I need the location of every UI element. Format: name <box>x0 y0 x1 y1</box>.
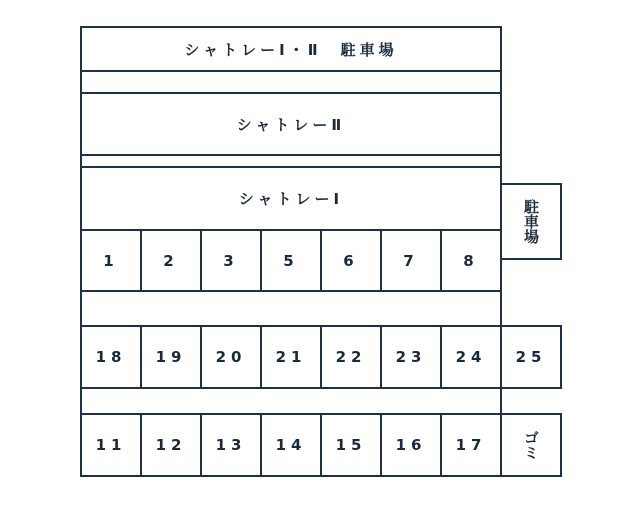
parking-row-bottom <box>80 413 500 477</box>
parking-space <box>320 325 382 389</box>
parking-space <box>260 413 322 477</box>
parking-space <box>140 229 202 292</box>
parking-space <box>200 229 262 292</box>
space-number: 14 <box>275 436 307 454</box>
parking-space <box>140 325 202 389</box>
space-number: 22 <box>335 348 367 366</box>
parking-space <box>440 413 502 477</box>
parking-row-middle <box>80 325 500 389</box>
parking-space <box>380 325 442 389</box>
building-chatelet-1 <box>80 166 502 231</box>
space-number: 25 <box>515 348 547 366</box>
space-number: 24 <box>455 348 487 366</box>
parking-space <box>260 325 322 389</box>
space-number: 1 <box>103 251 119 270</box>
space-number: 5 <box>283 251 299 270</box>
space-number: 23 <box>395 348 427 366</box>
space-number: 20 <box>215 348 247 366</box>
space-number: 13 <box>215 436 247 454</box>
building-chatelet-2-label: シャトレーⅡ <box>236 115 346 134</box>
building-chatelet-2 <box>80 92 502 156</box>
space-number: 17 <box>455 436 487 454</box>
side-parking-label: 駐車場 <box>522 199 540 244</box>
space-number: 6 <box>343 251 359 270</box>
space-number: 16 <box>395 436 427 454</box>
side-parking <box>500 183 562 260</box>
space-number: 15 <box>335 436 367 454</box>
space-number: 7 <box>403 251 419 270</box>
building-chatelet-1-label: シャトレーⅠ <box>238 190 344 208</box>
shared-parking-text: シャトレーⅠ・Ⅱ 駐車場 <box>184 40 398 59</box>
parking-space <box>80 325 142 389</box>
parking-space <box>380 413 442 477</box>
parking-space <box>440 229 502 292</box>
parking-space <box>80 413 142 477</box>
separator-strip-1 <box>80 70 502 94</box>
parking-space <box>200 325 262 389</box>
parking-space <box>80 229 142 292</box>
parking-space <box>440 325 502 389</box>
space-number: 11 <box>95 436 127 454</box>
space-number: 19 <box>155 348 187 366</box>
parking-space <box>320 229 382 292</box>
parking-row-top <box>80 229 500 292</box>
space-number: 8 <box>463 251 479 270</box>
garbage-area <box>500 413 562 477</box>
parking-space-25 <box>500 325 562 389</box>
shared-parking-label <box>80 26 502 72</box>
parking-space <box>260 229 322 292</box>
space-number: 21 <box>275 348 307 366</box>
lane-strip <box>80 387 502 415</box>
space-number: 18 <box>95 348 127 366</box>
parking-space <box>380 229 442 292</box>
parking-space <box>320 413 382 477</box>
garbage-label: ゴミ <box>522 430 540 460</box>
space-number: 12 <box>155 436 187 454</box>
parking-space <box>200 413 262 477</box>
parking-space <box>140 413 202 477</box>
space-number: 2 <box>163 251 179 270</box>
space-number: 3 <box>223 251 239 270</box>
